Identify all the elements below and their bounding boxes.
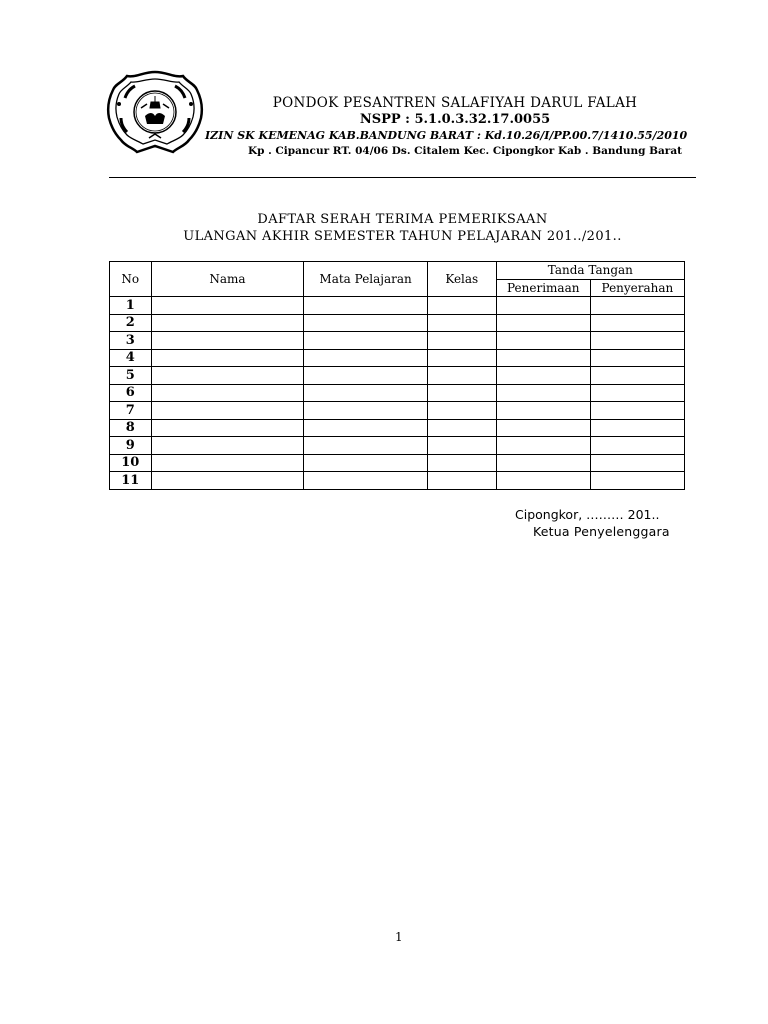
table-row — [110, 332, 685, 350]
table-row — [110, 314, 685, 332]
mata-pelajaran-cell[interactable] — [304, 454, 428, 472]
row-number: 11 — [110, 472, 152, 490]
mata-pelajaran-cell[interactable] — [304, 419, 428, 437]
signature-role: Ketua Penyelenggara — [533, 524, 670, 539]
penyerahan-cell[interactable] — [590, 402, 684, 420]
kelas-cell[interactable] — [427, 454, 496, 472]
penyerahan-cell[interactable] — [590, 314, 684, 332]
page-number: 1 — [395, 930, 403, 944]
kelas-cell[interactable] — [427, 332, 496, 350]
penyerahan-cell[interactable] — [590, 332, 684, 350]
address: Kp . Cipancur RT. 04/06 Ds. Citalem Kec. Cipongkor Kab . Bandung Barat — [248, 145, 682, 157]
penyerahan-cell[interactable] — [590, 297, 684, 315]
document-title: DAFTAR SERAH TERIMA PEMERIKSAAN — [257, 212, 548, 227]
penerimaan-cell[interactable] — [496, 367, 590, 385]
row-number: 8 — [110, 419, 152, 437]
table-row — [110, 349, 685, 367]
table-row — [110, 384, 685, 402]
row-number: 3 — [110, 332, 152, 350]
penerimaan-cell[interactable] — [496, 349, 590, 367]
col-header-nama: Nama — [151, 262, 304, 297]
mata-pelajaran-cell[interactable] — [304, 367, 428, 385]
nama-cell[interactable] — [151, 367, 304, 385]
nama-cell[interactable] — [151, 419, 304, 437]
table-row — [110, 472, 685, 490]
nama-cell[interactable] — [151, 402, 304, 420]
mata-pelajaran-cell[interactable] — [304, 384, 428, 402]
col-header-kelas: Kelas — [427, 262, 496, 297]
row-number: 10 — [110, 454, 152, 472]
penyerahan-cell[interactable] — [590, 349, 684, 367]
penyerahan-cell[interactable] — [590, 367, 684, 385]
header-divider — [109, 177, 696, 178]
nama-cell[interactable] — [151, 384, 304, 402]
penerimaan-cell[interactable] — [496, 472, 590, 490]
penerimaan-cell[interactable] — [496, 314, 590, 332]
penerimaan-cell[interactable] — [496, 332, 590, 350]
mata-pelajaran-cell[interactable] — [304, 402, 428, 420]
kelas-cell[interactable] — [427, 314, 496, 332]
mata-pelajaran-cell[interactable] — [304, 297, 428, 315]
handover-table — [109, 261, 685, 490]
penyerahan-cell[interactable] — [590, 472, 684, 490]
mata-pelajaran-cell[interactable] — [304, 349, 428, 367]
kelas-cell[interactable] — [427, 402, 496, 420]
row-number: 9 — [110, 437, 152, 455]
penyerahan-cell[interactable] — [590, 419, 684, 437]
row-number: 7 — [110, 402, 152, 420]
col-header-mata-pelajaran: Mata Pelajaran — [304, 262, 428, 297]
row-number: 4 — [110, 349, 152, 367]
penyerahan-cell[interactable] — [590, 454, 684, 472]
kelas-cell[interactable] — [427, 472, 496, 490]
kelas-cell[interactable] — [427, 419, 496, 437]
nama-cell[interactable] — [151, 314, 304, 332]
document-subtitle: ULANGAN AKHIR SEMESTER TAHUN PELAJARAN 201../201.. — [183, 229, 622, 244]
nama-cell[interactable] — [151, 297, 304, 315]
table-row — [110, 297, 685, 315]
signature-place-date: Cipongkor, ……… 201.. — [515, 507, 660, 522]
col-header-penyerahan: Penyerahan — [590, 279, 684, 297]
penerimaan-cell[interactable] — [496, 454, 590, 472]
penyerahan-cell[interactable] — [590, 437, 684, 455]
table-row — [110, 367, 685, 385]
mata-pelajaran-cell[interactable] — [304, 437, 428, 455]
mata-pelajaran-cell[interactable] — [304, 314, 428, 332]
kelas-cell[interactable] — [427, 367, 496, 385]
mata-pelajaran-cell[interactable] — [304, 472, 428, 490]
kelas-cell[interactable] — [427, 349, 496, 367]
islamic-school-seal-icon — [105, 68, 205, 154]
institution-name: PONDOK PESANTREN SALAFIYAH DARUL FALAH — [272, 95, 638, 111]
nama-cell[interactable] — [151, 332, 304, 350]
col-header-no: No — [110, 262, 152, 297]
nama-cell[interactable] — [151, 454, 304, 472]
kelas-cell[interactable] — [427, 297, 496, 315]
table-row — [110, 454, 685, 472]
nama-cell[interactable] — [151, 472, 304, 490]
row-number: 6 — [110, 384, 152, 402]
row-number: 2 — [110, 314, 152, 332]
mata-pelajaran-cell[interactable] — [304, 332, 428, 350]
table-row — [110, 402, 685, 420]
penerimaan-cell[interactable] — [496, 437, 590, 455]
penerimaan-cell[interactable] — [496, 384, 590, 402]
row-number: 5 — [110, 367, 152, 385]
nama-cell[interactable] — [151, 349, 304, 367]
penyerahan-cell[interactable] — [590, 384, 684, 402]
kelas-cell[interactable] — [427, 437, 496, 455]
row-number: 1 — [110, 297, 152, 315]
table-row — [110, 419, 685, 437]
penerimaan-cell[interactable] — [496, 419, 590, 437]
col-header-tanda-tangan: Tanda Tangan — [496, 262, 684, 280]
penerimaan-cell[interactable] — [496, 297, 590, 315]
nspp-number: NSPP : 5.1.0.3.32.17.0055 — [359, 112, 551, 127]
permit-number: IZIN SK KEMENAG KAB.BANDUNG BARAT : Kd.10.26/I/PP.00.7/1410.55/2010 — [205, 129, 688, 142]
nama-cell[interactable] — [151, 437, 304, 455]
kelas-cell[interactable] — [427, 384, 496, 402]
col-header-penerimaan: Penerimaan — [496, 279, 590, 297]
table-row — [110, 437, 685, 455]
penerimaan-cell[interactable] — [496, 402, 590, 420]
